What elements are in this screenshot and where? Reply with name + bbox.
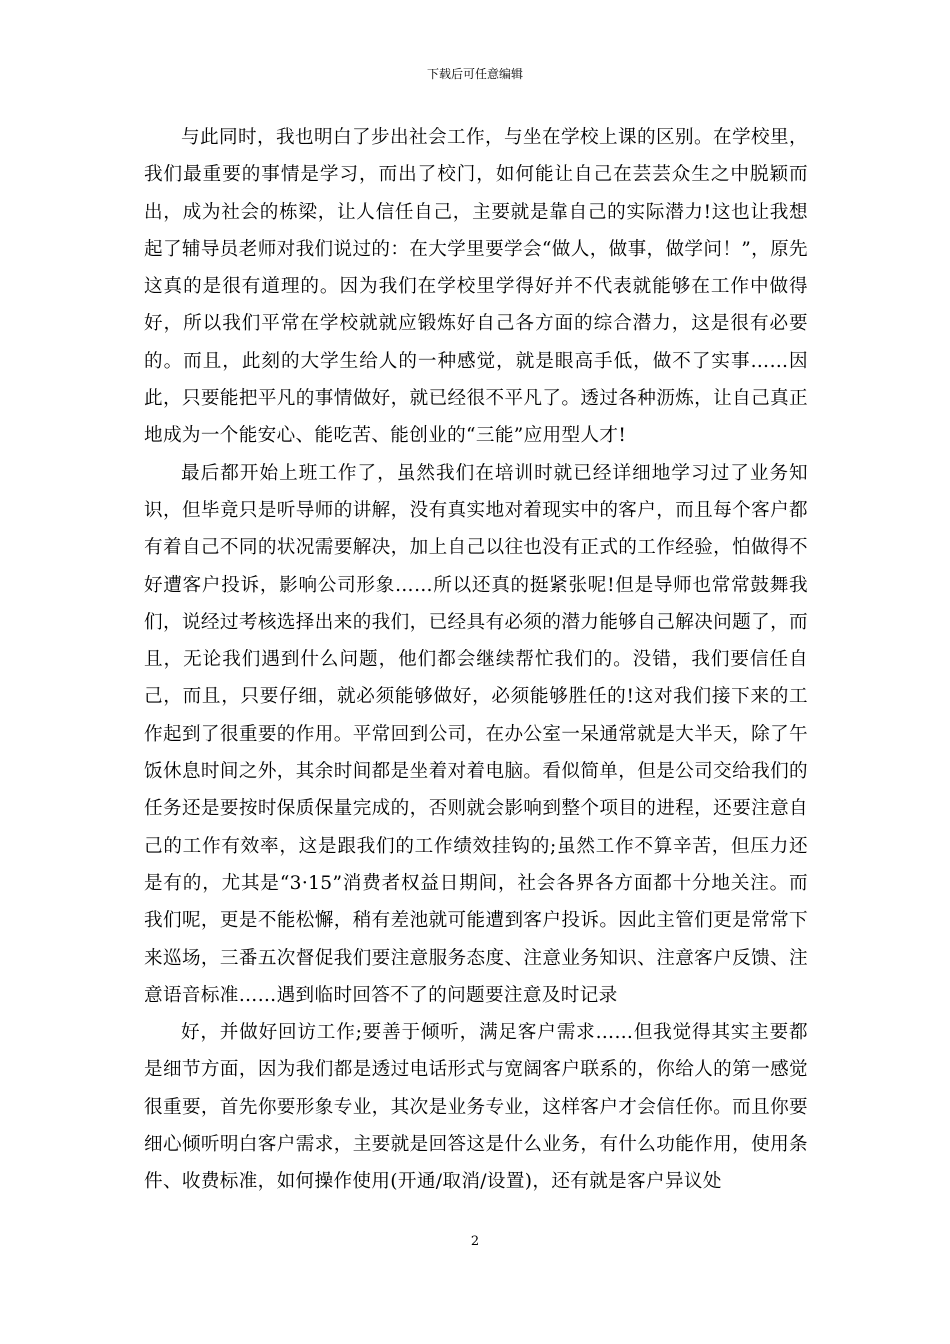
paragraph-2: 最后都开始上班工作了，虽然我们在培训时就已经详细地学习过了业务知识，但毕竟只是听导师的讲解，没有真实地对着现实中的客户，而且每个客户都有着自己不同的状况需要解决，加上自己以往也没有正式的工作经验，怕做得不好遭客户投诉，影响公司形象……所以还真的挺紧张呢!但是导师也常常鼓舞我们，说经过考核选择出来的我们，已经具有必须的潜力能够自己解决问题了，而且，无论我们遇到什么问题，他们都会继续帮忙我们的。没错，我们要信任自己，而且，只要仔细，就必须能够做好，必须能够胜任的!这对我们接下来的工作起到了很重要的作用。平常回到公司，在办公室一呆通常就是大半天，除了午饭休息时间之外，其余时间都是坐着对着电脑。看似简单，但是公司交给我们的任务还是要按时保质保量完成的，否则就会影响到整个项目的进程，还要注意自己的工作有效率，这是跟我们的工作绩效挂钩的;虽然工作不算辛苦，但压力还是有的，尤其是“3·15”消费者权益日期间，社会各界各方面都十分地关注。而我们呢，更是不能松懈，稍有差池就可能遭到客户投诉。因此主管们更是常常下来巡场，三番五次督促我们要注意服务态度、注意业务知识、注意客户反馈、注意语音标准……遇到临时回答不了的问题要注意及时记录 [144,462,808,1006]
page-header: 下载后可任意编辑 [426,67,523,81]
page-number: 2 [470,1234,480,1249]
paragraph-1: 与此同时，我也明白了步出社会工作，与坐在学校上课的区别。在学校里，我们最重要的事情是学习，而出了校门，如何能让自己在芸芸众生之中脱颖而出，成为社会的栋梁，让人信任自己，主要就是靠自己的实际潜力!这也让我想起了辅导员老师对我们说过的：在大学里要学会“做人，做事，做学问！”，原先这真的是很有道理的。因为我们在学校里学得好并不代表就能够在工作中做得好，所以我们平常在学校就就应锻炼好自己各方面的综合潜力，这是很有必要的。而且，此刻的大学生给人的一种感觉，就是眼高手低，做不了实事……因此，只要能把平凡的事情做好，就已经很不平凡了。透过各种沥炼，让自己真正地成为一个能安心、能吃苦、能创业的“三能”应用型人才! [144,127,808,447]
document-body [144,119,808,1201]
paragraph-3: 好，并做好回访工作;要善于倾听，满足客户需求……但我觉得其实主要都是细节方面，因为我们都是透过电话形式与宽阔客户联系的，你给人的第一感觉很重要，首先你要形象专业，其次是业务专业，这样客户才会信任你。而且你要细心倾听明白客户需求，主要就是回答这是什么业务，有什么功能作用，使用条件、收费标准，如何操作使用(开通/取消/设置)，还有就是客户异议处 [144,1022,808,1193]
